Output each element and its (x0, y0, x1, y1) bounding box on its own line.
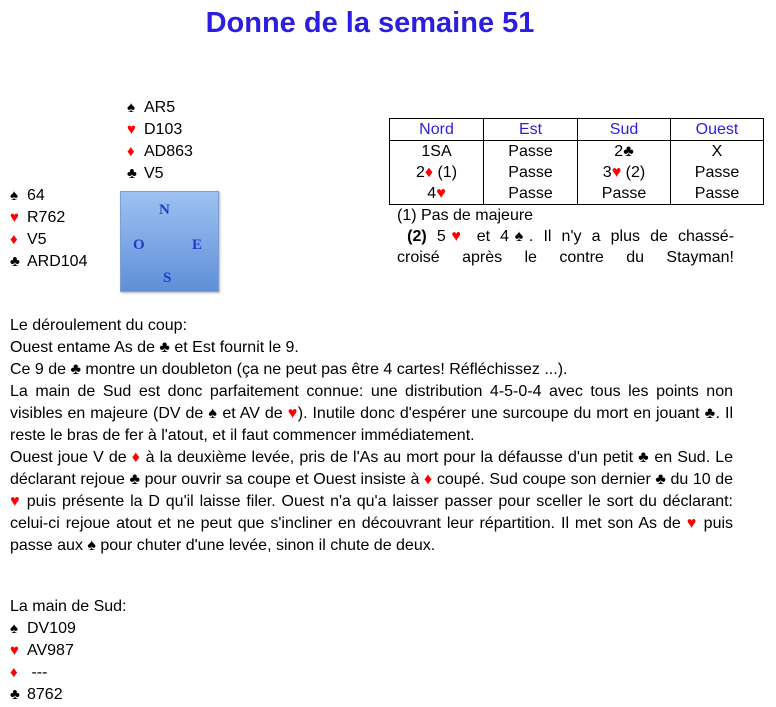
bid-text: 2 (614, 142, 624, 160)
bidding-row (390, 141, 764, 163)
bid-cell: 2♦ (1) (390, 162, 484, 183)
bid-cell: 1SA (390, 141, 484, 163)
south-hand-heading: La main de Sud: (10, 598, 127, 615)
club-icon: ♣ (127, 165, 137, 182)
heart-icon: ♥ (127, 121, 136, 138)
north-hearts: ♥ D103 (127, 119, 193, 141)
heart-icon: ♥ (287, 405, 298, 422)
diamond-icon: ♦ (424, 163, 434, 181)
heart-icon: ♥ (611, 163, 622, 181)
heart-icon: ♥ (10, 209, 19, 226)
club-icon: ♣ (655, 471, 666, 488)
diamond-icon: ♦ (10, 231, 18, 248)
spade-icon: ♠ (87, 537, 96, 554)
header-sud: Sud (578, 119, 671, 141)
section-heading: Le déroulement du coup: (10, 317, 188, 334)
spade-icon: ♠ (127, 99, 135, 116)
text-line: Ce 9 de ♣ montre un doubleton (ça ne peut pas être 4 cartes! Réfléchissez ...). (10, 361, 568, 378)
club-icon: ♣ (70, 361, 81, 378)
diamond-icon: ♦ (10, 664, 18, 681)
play-description (10, 315, 733, 557)
club-icon: ♣ (129, 471, 141, 488)
club-icon: ♣ (10, 253, 20, 270)
club-icon: ♣ (638, 449, 650, 466)
south-diamonds: ♦ --- (10, 662, 127, 684)
bid-cell: Passe (484, 141, 578, 163)
paragraph: Ouest joue V de ♦ à la deuxième levée, pris de l'As au mort pour la défausse d'un petit ♣ en Sud. Le déclarant rejoue ♣ pour ouvrir sa coupe et Ouest insiste à ♦ coupé. Sud coupe son dernier ♣ du 10 de ♥ puis présente la D qu'il laisse filer. Ouest n'a qu'a laisser passer pour sceller le sort du déclarant: celui-ci rejoue atout et ne peut que s'incliner en découvrant leur répartition. Il met son As de ♥ puis passe aux ♠ pour chuter d'une levée, sinon il chute de deux. (10, 449, 734, 554)
compass-north: N (159, 202, 170, 218)
club-icon: ♣ (704, 405, 716, 422)
bid-cell (578, 141, 671, 163)
west-spades: ♠ 64 (10, 185, 87, 207)
bid-cell: 4♥ (390, 183, 484, 205)
compass-west: O (133, 237, 145, 253)
north-hand (127, 97, 193, 185)
bid-cell: Passe (578, 183, 671, 205)
bid-cell: Passe (671, 183, 764, 205)
north-clubs: ♣ V5 (127, 163, 193, 185)
heart-icon: ♥ (436, 184, 446, 202)
bidding-notes (397, 205, 734, 268)
bid-cell: Passe (484, 183, 578, 205)
bidding-row (390, 183, 764, 205)
diamond-icon: ♦ (423, 471, 433, 488)
note-2-continued: croisé après le contre du Stayman! (397, 249, 734, 266)
south-hearts: ♥ AV987 (10, 640, 127, 662)
text-line: Ouest entame As de ♣ et Est fournit le 9. (10, 339, 299, 356)
diamond-icon: ♦ (127, 143, 135, 160)
north-diamonds: ♦ AD863 (127, 141, 193, 163)
bid-cell: Passe (671, 162, 764, 183)
bidding-table (389, 118, 764, 205)
south-spades: ♠ DV109 (10, 618, 127, 640)
spade-icon: ♠ (208, 405, 218, 422)
spade-icon: ♠ (10, 620, 18, 637)
north-spades: ♠ AR5 (127, 97, 193, 119)
bidding-row (390, 162, 764, 183)
club-icon: ♣ (159, 339, 170, 356)
club-icon: ♣ (623, 142, 634, 160)
diamond-icon: ♦ (131, 449, 141, 466)
compass-east: E (192, 237, 203, 253)
spade-icon: ♠ (10, 187, 18, 204)
west-hearts: ♥ R762 (10, 207, 87, 229)
header-nord: Nord (390, 119, 484, 141)
west-diamonds: ♦ V5 (10, 229, 87, 251)
south-clubs: ♣ 8762 (10, 684, 127, 706)
bid-cell: 3♥ (2) (578, 162, 671, 183)
heart-icon: ♥ (445, 228, 467, 245)
compass-box (120, 191, 219, 292)
bidding-header (390, 119, 764, 141)
west-hand (10, 185, 87, 273)
paragraph: La main de Sud est donc parfaitement connue: une distribution 4-5-0-4 avec tous les points non visibles en majeure (DV de ♠ et AV de ♥). Inutile donc d'espérer une surcoupe du mort en jouant ♣. Il reste le bras de fer à l'atout, et il faut commencer immédiatement. (10, 383, 734, 444)
spade-icon: ♠ (509, 228, 529, 245)
bid-cell: Passe (484, 162, 578, 183)
club-icon: ♣ (10, 686, 20, 703)
south-hand (10, 596, 127, 706)
header-ouest: Ouest (671, 119, 764, 141)
header-est: Est (484, 119, 578, 141)
heart-icon: ♥ (10, 493, 21, 510)
page-title: Donne de la semaine 51 (205, 7, 535, 39)
compass-south: S (163, 270, 172, 286)
note-1: (1) Pas de majeure (397, 207, 534, 224)
west-clubs: ♣ ARD104 (10, 251, 87, 273)
heart-icon: ♥ (10, 642, 19, 659)
heart-icon: ♥ (686, 515, 698, 532)
bid-cell: X (671, 141, 764, 163)
note-2: (2) 5♥ et 4♠. Il n'y a plus de chassé- (407, 228, 735, 245)
